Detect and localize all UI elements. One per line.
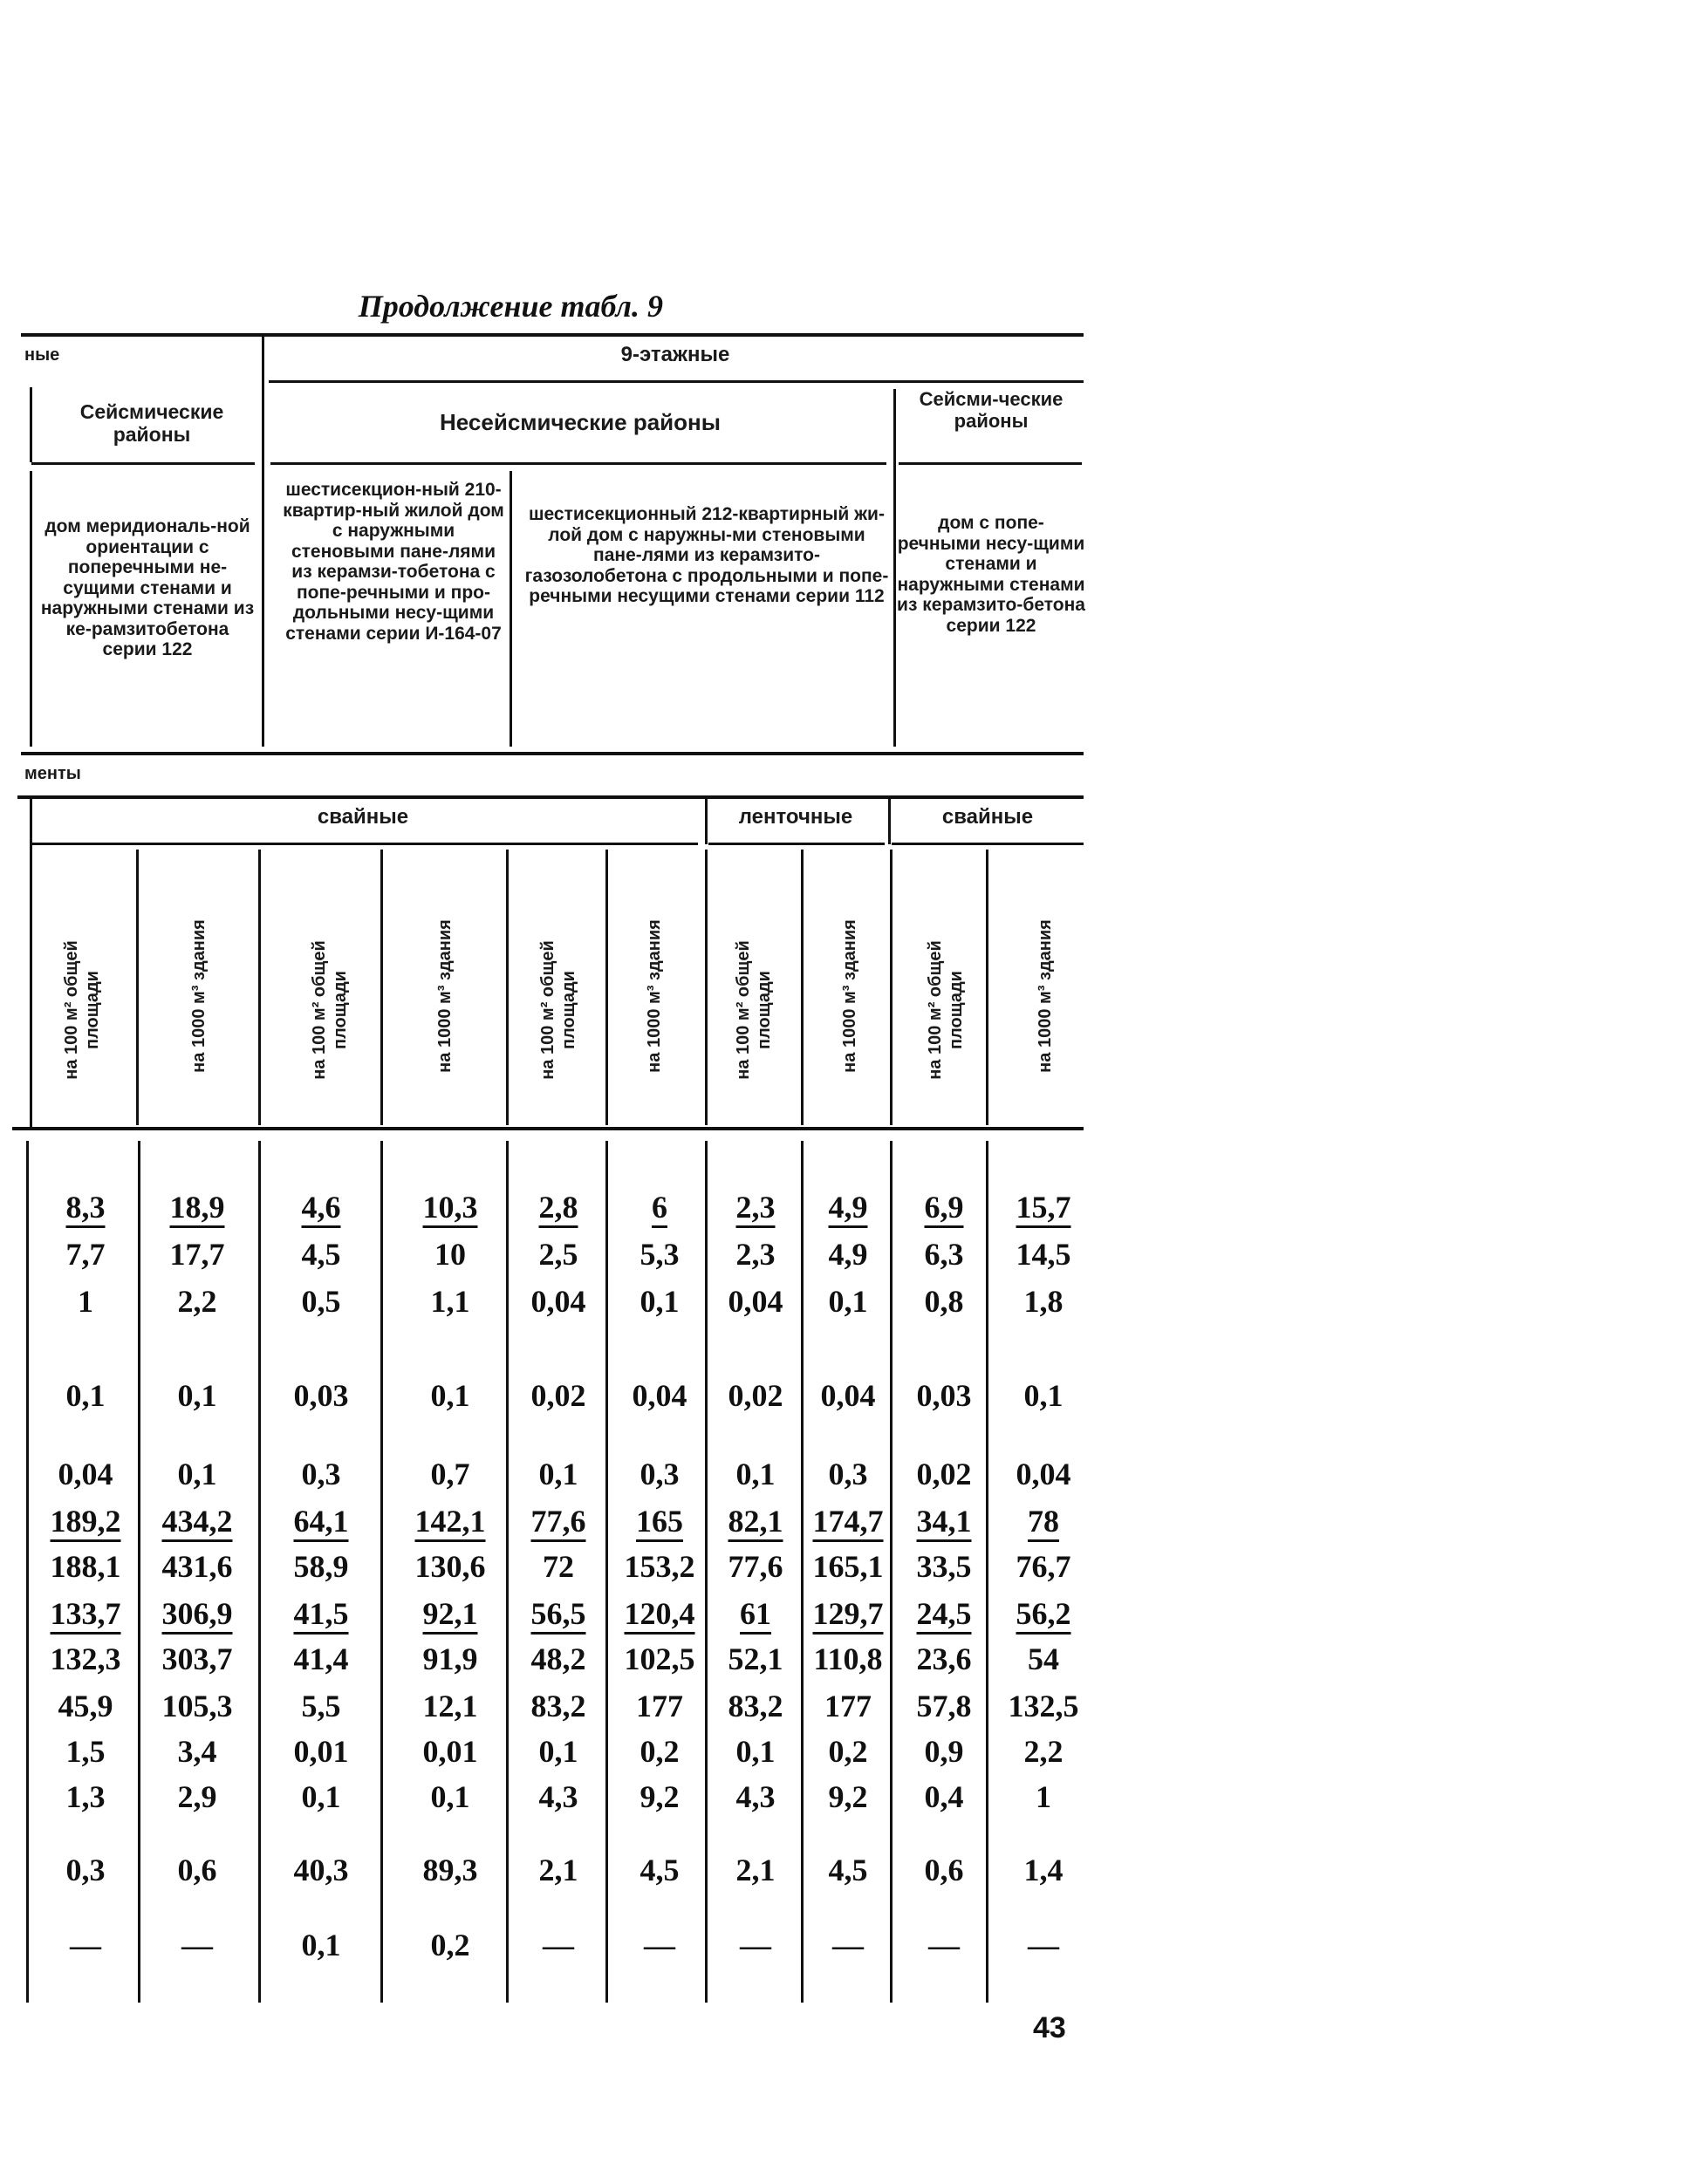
table-cell: 0,1: [538, 1457, 578, 1491]
divider: [258, 850, 261, 1125]
table-cell: 0,4: [924, 1779, 964, 1814]
desc-col4: дом с попе-речными несу-щими стенами и наружными стенами из керамзито-бетона серии 122: [897, 513, 1085, 636]
table-cell: 130,6: [414, 1549, 486, 1584]
table-cell: 61: [740, 1596, 771, 1631]
table-cell: 83,2: [728, 1689, 783, 1723]
table-cell: 2,2: [1023, 1734, 1064, 1769]
divider: [380, 850, 383, 1125]
unit-label-volume: на 1000 м³ здания: [435, 919, 455, 1073]
unit-label-area: на 100 м² общей площади: [734, 940, 774, 1080]
divider: [138, 1141, 140, 2003]
table-cell: 0,04: [820, 1378, 876, 1413]
table-cell: 8,3: [65, 1190, 106, 1225]
header-foundation-fragment: менты: [24, 764, 81, 783]
table-cell: 15,7: [1016, 1190, 1071, 1225]
table-cell: 0,03: [293, 1378, 349, 1413]
table-cell: 58,9: [293, 1549, 349, 1584]
table-cell: 54: [1028, 1641, 1059, 1676]
rule: [270, 462, 886, 465]
table-cell: 24,5: [916, 1596, 972, 1631]
table-cell: 0,3: [301, 1457, 341, 1491]
table-cell: 0,2: [828, 1734, 868, 1769]
table-cell: —: [832, 1928, 864, 1962]
table-cell: 76,7: [1016, 1549, 1071, 1584]
table-cell: 177: [636, 1689, 683, 1723]
table-cell: 0,1: [1023, 1378, 1064, 1413]
table-cell: —: [928, 1928, 960, 1962]
table-cell: 52,1: [728, 1641, 783, 1676]
header-pile-right: свайные: [941, 805, 1034, 829]
table-cell: 105,3: [161, 1689, 233, 1723]
table-cell: 0,03: [916, 1378, 972, 1413]
rule: [17, 795, 1084, 799]
rule: [21, 752, 1084, 755]
divider: [258, 1141, 261, 2003]
table-cell: 6,3: [924, 1237, 964, 1272]
divider: [986, 1141, 988, 2003]
table-cell: 0,1: [177, 1457, 217, 1491]
table-cell: 0,1: [301, 1928, 341, 1962]
rule: [21, 333, 1084, 337]
table-cell: 4,5: [301, 1237, 341, 1272]
table-cell: 7,7: [65, 1237, 106, 1272]
table-cell: 0,01: [422, 1734, 478, 1769]
table-cell: 177: [824, 1689, 872, 1723]
table-cell: 132,3: [50, 1641, 121, 1676]
rule: [892, 843, 1084, 845]
table-cell: 78: [1028, 1504, 1059, 1539]
table-cell: 92,1: [422, 1596, 478, 1631]
table-cell: 2,9: [177, 1779, 217, 1814]
unit-label-volume: на 1000 м³ здания: [645, 919, 664, 1073]
table-cell: 165: [636, 1504, 683, 1539]
table-cell: 91,9: [422, 1641, 478, 1676]
table-cell: 0,5: [301, 1284, 341, 1319]
table-cell: 1: [78, 1284, 93, 1319]
table-cell: —: [543, 1928, 574, 1962]
table-cell: 0,9: [924, 1734, 964, 1769]
table-cell: 17,7: [169, 1237, 225, 1272]
divider: [30, 471, 32, 747]
table-cell: 0,1: [177, 1378, 217, 1413]
table-cell: 56,5: [530, 1596, 586, 1631]
divider: [506, 850, 509, 1125]
table-cell: 5,5: [301, 1689, 341, 1723]
table-cell: 0,3: [828, 1457, 868, 1491]
divider: [893, 389, 896, 747]
divider: [890, 850, 893, 1125]
divider: [986, 850, 988, 1125]
table-cell: 0,7: [430, 1457, 470, 1491]
table-cell: 0,02: [728, 1378, 783, 1413]
unit-label-volume: на 1000 м³ здания: [189, 919, 209, 1073]
table-cell: 174,7: [812, 1504, 884, 1539]
header-strip: ленточные: [738, 805, 853, 829]
table-cell: 2,8: [538, 1190, 578, 1225]
table-cell: —: [70, 1928, 101, 1962]
rule: [12, 1127, 1084, 1130]
divider: [801, 1141, 804, 2003]
table-cell: 0,8: [924, 1284, 964, 1319]
table-cell: 4,9: [828, 1190, 868, 1225]
table-cell: 0,1: [828, 1284, 868, 1319]
divider: [262, 337, 264, 747]
divider: [888, 799, 891, 844]
unit-label-volume: на 1000 м³ здания: [1036, 919, 1055, 1073]
table-cell: 83,2: [530, 1689, 586, 1723]
divider: [506, 1141, 509, 2003]
unit-label-area: на 100 м² общей площади: [926, 940, 966, 1080]
table-cell: 1,8: [1023, 1284, 1064, 1319]
table-cell: 4,9: [828, 1237, 868, 1272]
table-cell: 0,1: [430, 1779, 470, 1814]
divider: [705, 799, 708, 844]
divider: [380, 1141, 383, 2003]
divider: [890, 1141, 893, 2003]
table-cell: 33,5: [916, 1549, 972, 1584]
table-cell: —: [181, 1928, 213, 1962]
table-cell: 2,3: [735, 1190, 776, 1225]
table-cell: 0,1: [735, 1734, 776, 1769]
table-cell: 77,6: [728, 1549, 783, 1584]
table-cell: 0,3: [639, 1457, 680, 1491]
table-cell: 434,2: [161, 1504, 233, 1539]
table-cell: 4,3: [735, 1779, 776, 1814]
unit-label-area: на 100 м² общей площади: [538, 940, 578, 1080]
table-cell: 56,2: [1016, 1596, 1071, 1631]
table-cell: 9,2: [828, 1779, 868, 1814]
table-cell: 57,8: [916, 1689, 972, 1723]
table-cell: 165,1: [812, 1549, 884, 1584]
divider: [30, 387, 32, 462]
rule: [899, 462, 1082, 465]
table-cell: 6: [652, 1190, 667, 1225]
table-cell: 0,1: [430, 1378, 470, 1413]
table-cell: —: [644, 1928, 675, 1962]
table-cell: 0,2: [639, 1734, 680, 1769]
table-cell: 41,5: [293, 1596, 349, 1631]
unit-label-volume: на 1000 м³ здания: [840, 919, 859, 1073]
table-cell: 40,3: [293, 1853, 349, 1887]
table-cell: 72: [543, 1549, 574, 1584]
divider: [136, 850, 139, 1125]
table-cell: 2,1: [735, 1853, 776, 1887]
divider: [801, 850, 804, 1125]
table-cell: 14,5: [1016, 1237, 1071, 1272]
table-cell: 34,1: [916, 1504, 972, 1539]
table-cell: 306,9: [161, 1596, 233, 1631]
table-cell: 0,1: [301, 1779, 341, 1814]
table-cell: 2,5: [538, 1237, 578, 1272]
table-cell: 82,1: [728, 1504, 783, 1539]
header-nonseismic: Несейсмические районы: [440, 409, 721, 435]
table-cell: 41,4: [293, 1641, 349, 1676]
header-nine-floor: 9-этажные: [620, 343, 730, 366]
divider: [605, 850, 608, 1125]
rule: [31, 462, 255, 465]
table-cell: 0,6: [924, 1853, 964, 1887]
divider: [26, 1141, 29, 2003]
table-cell: 0,2: [430, 1928, 470, 1962]
table-cell: 102,5: [624, 1641, 695, 1676]
divider: [605, 1141, 608, 2003]
table-cell: 0,1: [639, 1284, 680, 1319]
divider: [705, 1141, 708, 2003]
table-cell: 142,1: [414, 1504, 486, 1539]
table-cell: 1,5: [65, 1734, 106, 1769]
unit-label-area: на 100 м² общей площади: [310, 940, 350, 1080]
table-cell: 4,3: [538, 1779, 578, 1814]
unit-label-area: на 100 м² общей площади: [62, 940, 102, 1080]
divider: [705, 850, 708, 1125]
header-fragment-left: ные: [24, 345, 60, 365]
table-cell: 0,04: [1016, 1457, 1071, 1491]
table-cell: 18,9: [169, 1190, 225, 1225]
table-cell: 133,7: [50, 1596, 121, 1631]
header-pile-left: свайные: [317, 805, 409, 829]
table-cell: 0,1: [65, 1378, 106, 1413]
table-cell: 0,1: [735, 1457, 776, 1491]
table-cell: 120,4: [624, 1596, 695, 1631]
table-cell: 0,02: [530, 1378, 586, 1413]
table-cell: —: [1028, 1928, 1059, 1962]
table-cell: 9,2: [639, 1779, 680, 1814]
continuation-caption: Продолжение табл. 9: [358, 289, 663, 324]
table-cell: 1,3: [65, 1779, 106, 1814]
table-cell: 303,7: [161, 1641, 233, 1676]
table-cell: 132,5: [1008, 1689, 1079, 1723]
table-cell: 1,1: [430, 1284, 470, 1319]
table-cell: 0,3: [65, 1853, 106, 1887]
table-cell: 6,9: [924, 1190, 964, 1225]
table-cell: 77,6: [530, 1504, 586, 1539]
table-cell: 5,3: [639, 1237, 680, 1272]
table-cell: 0,6: [177, 1853, 217, 1887]
table-cell: 0,04: [632, 1378, 687, 1413]
desc-col1: дом меридиональ-ной ориентации с поперечными не-сущими стенами и наружными стенами из ке-рамзитобетона серии 122: [40, 516, 255, 660]
table-cell: 2,3: [735, 1237, 776, 1272]
table-cell: 64,1: [293, 1504, 349, 1539]
table-cell: 48,2: [530, 1641, 586, 1676]
header-seismic-right: Сейсми-ческие районы: [919, 388, 1064, 432]
table-cell: 0,04: [728, 1284, 783, 1319]
table-cell: 4,6: [301, 1190, 341, 1225]
table-cell: 0,04: [58, 1457, 113, 1491]
table-cell: 129,7: [812, 1596, 884, 1631]
table-cell: 12,1: [422, 1689, 478, 1723]
table-cell: 1,4: [1023, 1853, 1064, 1887]
table-cell: 0,01: [293, 1734, 349, 1769]
table-cell: 3,4: [177, 1734, 217, 1769]
table-cell: 0,02: [916, 1457, 972, 1491]
table-cell: 4,5: [639, 1853, 680, 1887]
table-cell: 1: [1036, 1779, 1051, 1814]
table-cell: —: [740, 1928, 771, 1962]
table-cell: 89,3: [422, 1853, 478, 1887]
desc-col2: шестисекцион-ный 210-квартир-ный жилой дом с наружными стеновыми пане-лями из керамзи-тобетона с попе-речными и про-дольными несу-щими стенами серии И-164-07: [283, 480, 504, 644]
table-cell: 23,6: [916, 1641, 972, 1676]
table-cell: 0,04: [530, 1284, 586, 1319]
table-cell: 189,2: [50, 1504, 121, 1539]
rule: [31, 843, 698, 845]
table-cell: 0,1: [538, 1734, 578, 1769]
divider: [30, 799, 32, 1130]
table-cell: 2,1: [538, 1853, 578, 1887]
table-cell: 10: [434, 1237, 466, 1272]
rule: [708, 843, 885, 845]
table-cell: 188,1: [50, 1549, 121, 1584]
table-cell: 45,9: [58, 1689, 113, 1723]
table-cell: 110,8: [813, 1641, 883, 1676]
table-cell: 4,5: [828, 1853, 868, 1887]
header-seismic-left: Сейсмические районы: [79, 400, 224, 446]
table-cell: 153,2: [624, 1549, 695, 1584]
table-cell: 2,2: [177, 1284, 217, 1319]
desc-col3: шестисекционный 212-квартирный жи-лой дом с наружны-ми стеновыми пане-лями из керамзито-газозолобетона с продольными и попе-речными несущими стенами серии 112: [524, 504, 889, 607]
divider: [510, 471, 512, 747]
rule: [269, 380, 1084, 383]
table-cell: 10,3: [422, 1190, 478, 1225]
table-cell: 431,6: [161, 1549, 233, 1584]
page-number: 43: [1033, 2011, 1066, 2044]
